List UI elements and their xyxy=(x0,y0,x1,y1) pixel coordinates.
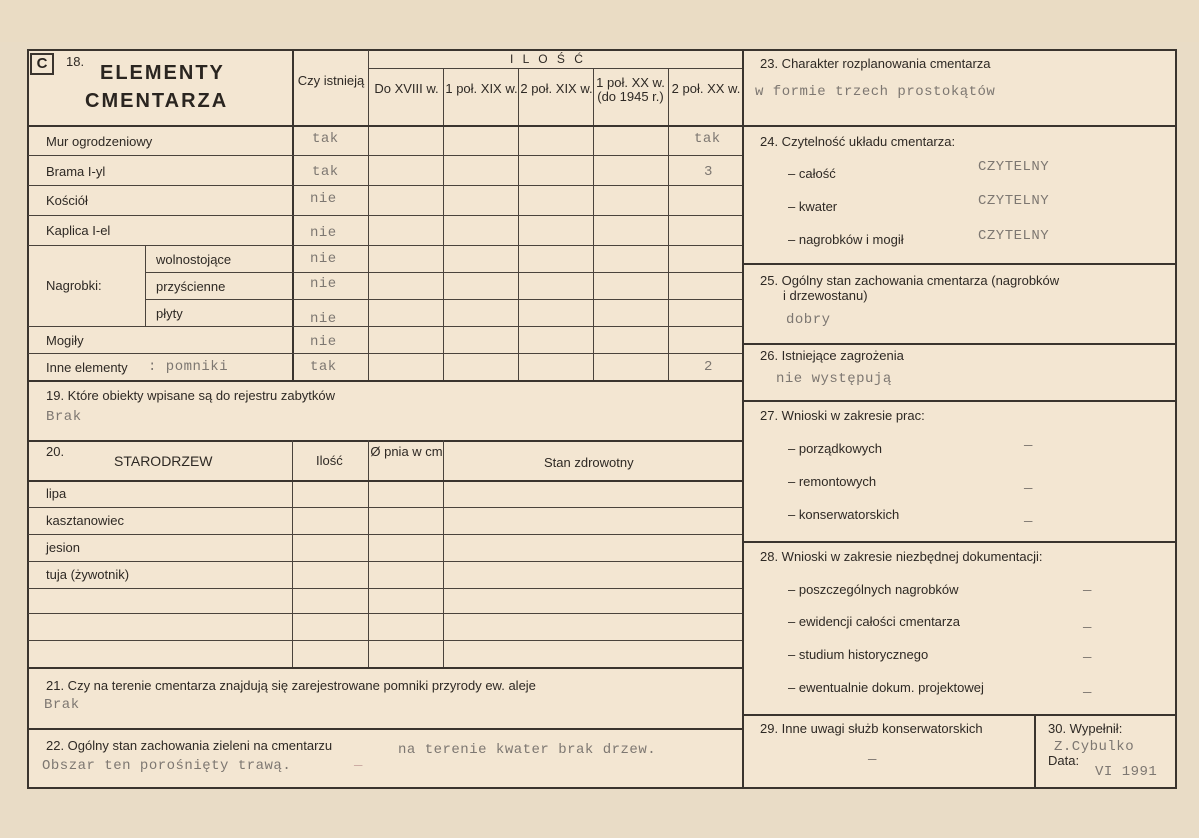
grid-line xyxy=(743,714,1177,716)
nagrobki-exists: nie xyxy=(310,251,337,267)
grid-line xyxy=(145,299,742,300)
s30-date: VI 1991 xyxy=(1095,764,1158,780)
s27-item-value: — xyxy=(1024,438,1033,454)
s28-item-label: – poszczególnych nagrobków xyxy=(788,582,959,597)
grid-line xyxy=(743,125,1177,127)
mogily-label: Mogiły xyxy=(46,333,84,348)
paper-top-edge xyxy=(0,0,1199,42)
s27-item-value: — xyxy=(1024,514,1033,530)
s28-item-value: — xyxy=(1083,620,1092,636)
s27-item-label: – porządkowych xyxy=(788,441,882,456)
inne-label: Inne elementy xyxy=(46,360,128,375)
s27-item-label: – remontowych xyxy=(788,474,877,489)
grid-line xyxy=(28,215,742,216)
tree-label: lipa xyxy=(46,486,67,501)
s20-col-ilosc: Ilość xyxy=(316,453,343,468)
s22-dash: — xyxy=(354,758,363,774)
nagrobki-exists: nie xyxy=(310,276,337,292)
header-period-1: 1 poł. XIX w. xyxy=(445,81,518,96)
element-label: Kościół xyxy=(46,193,88,208)
grid-line xyxy=(28,440,742,442)
grid-line xyxy=(1034,714,1036,789)
grid-line xyxy=(28,728,742,730)
grid-line xyxy=(368,440,369,667)
s22-value1: na terenie kwater brak drzew. xyxy=(398,742,657,758)
grid-line xyxy=(28,326,742,327)
s27-item-label: – konserwatorskich xyxy=(788,507,900,522)
grid-line xyxy=(28,480,742,482)
s28-item-value: — xyxy=(1083,650,1092,666)
tree-label: jesion xyxy=(46,540,80,555)
element-count: tak xyxy=(694,131,721,147)
section-number: 18. xyxy=(66,54,85,69)
column-divider xyxy=(742,50,744,789)
grid-line xyxy=(443,68,444,380)
header-period-4: 2 poł. XX w. xyxy=(671,81,741,96)
nagrobki-sub-label: wolnostojące xyxy=(156,252,232,267)
element-label: Mur ogrodzeniowy xyxy=(46,134,153,149)
s27-label: 27. Wnioski w zakresie prac: xyxy=(760,408,925,423)
s20-col-pien: Ø pnia w cm xyxy=(370,444,443,459)
element-exists: tak xyxy=(312,131,339,147)
grid-line xyxy=(28,155,742,156)
element-label: Kaplica I-el xyxy=(46,223,111,238)
nagrobki-sub-label: przyścienne xyxy=(156,279,226,294)
element-count: 3 xyxy=(704,164,713,180)
header-period-3: 1 poł. XX w. (do 1945 r.) xyxy=(596,75,665,104)
s21-value: Brak xyxy=(44,697,80,713)
grid-line xyxy=(668,68,669,380)
s25-value: dobry xyxy=(786,312,831,328)
s25-label: 25. Ogólny stan zachowania cmentarza (nagrobków xyxy=(760,273,1060,288)
tree-label: kasztanowiec xyxy=(46,513,125,528)
element-label: Brama I-yl xyxy=(46,164,106,179)
header-czy-istnieja: Czy istnieją xyxy=(297,73,365,88)
header-ilosc: I L O Ś Ć xyxy=(510,52,586,66)
grid-line xyxy=(28,353,742,354)
s29-value: — xyxy=(868,752,877,768)
s23-label: 23. Charakter rozplanowania cmentarza xyxy=(760,56,991,71)
s28-label: 28. Wnioski w zakresie niezbędnej dokumentacji: xyxy=(760,549,1043,564)
grid-line xyxy=(28,613,742,614)
grid-line xyxy=(145,272,742,273)
mogily-exists: nie xyxy=(310,334,337,350)
s29-label: 29. Inne uwagi służb konserwatorskich xyxy=(760,721,983,736)
s19-value: Brak xyxy=(46,409,82,425)
s20-number: 20. xyxy=(46,444,65,459)
grid-line xyxy=(28,534,742,535)
grid-line xyxy=(28,640,742,641)
s19-label: 19. Które obiekty wpisane są do rejestru zabytków xyxy=(46,388,336,403)
s20-col-stan: Stan zdrowotny xyxy=(544,455,634,470)
header-period-0: Do XVIII w. xyxy=(374,81,439,96)
section-letter-box: C xyxy=(30,53,54,75)
s30-label: 30. Wypełnił: xyxy=(1048,721,1123,736)
title-line1: ELEMENTY xyxy=(100,62,225,84)
s25-label-cont: i drzewostanu) xyxy=(783,288,868,303)
s24-item-label: – nagrobków i mogił xyxy=(788,232,904,247)
element-exists: nie xyxy=(310,225,337,241)
s28-item-label: – ewidencji całości cmentarza xyxy=(788,614,960,629)
grid-line xyxy=(443,440,444,667)
s22-label: 22. Ogólny stan zachowania zieleni na cmentarzu xyxy=(46,738,333,753)
s20-title: STARODRZEW xyxy=(114,453,213,469)
tree-label: tuja (żywotnik) xyxy=(46,567,130,582)
inne-typed: : pomniki xyxy=(148,359,229,375)
grid-line xyxy=(28,245,742,246)
grid-line xyxy=(28,667,742,669)
s30-date-label: Data: xyxy=(1048,753,1080,768)
s28-item-value: — xyxy=(1083,583,1092,599)
grid-line xyxy=(743,400,1177,402)
grid-line xyxy=(28,185,742,186)
grid-line xyxy=(368,68,742,69)
element-exists: nie xyxy=(310,191,337,207)
s24-item-value: CZYTELNY xyxy=(978,159,1050,175)
s28-item-label: – ewentualnie dokum. projektowej xyxy=(788,680,984,695)
grid-line xyxy=(28,125,742,127)
inne-exists: tak xyxy=(310,359,337,375)
grid-line xyxy=(28,507,742,508)
title-line2: CMENTARZA xyxy=(85,90,229,112)
grid-line xyxy=(743,343,1177,345)
s21-label: 21. Czy na terenie cmentarza znajdują się zarejestrowane pomniki przyrody ew. aleje xyxy=(46,678,536,693)
s30-name: Z.Cybulko xyxy=(1054,739,1135,755)
nagrobki-label: Nagrobki: xyxy=(46,278,102,293)
grid-line xyxy=(28,561,742,562)
s27-item-value: — xyxy=(1024,481,1033,497)
element-exists: tak xyxy=(312,164,339,180)
nagrobki-sub-label: płyty xyxy=(156,306,183,321)
s24-item-value: CZYTELNY xyxy=(978,228,1050,244)
s23-value: w formie trzech prostokątów xyxy=(755,84,996,100)
s28-item-value: — xyxy=(1083,685,1092,701)
s26-label: 26. Istniejące zagrożenia xyxy=(760,348,904,363)
s24-label: 24. Czytelność układu cmentarza: xyxy=(760,134,956,149)
grid-line xyxy=(518,68,519,380)
grid-line xyxy=(593,68,594,380)
grid-line xyxy=(28,380,742,382)
grid-line xyxy=(28,588,742,589)
grid-line xyxy=(743,541,1177,543)
s24-item-label: – całość xyxy=(788,166,836,181)
nagrobki-exists: nie xyxy=(310,311,337,327)
grid-line xyxy=(145,245,146,326)
grid-line xyxy=(292,440,293,667)
s24-item-value: CZYTELNY xyxy=(978,193,1050,209)
grid-line xyxy=(743,263,1177,265)
s24-item-label: – kwater xyxy=(788,199,838,214)
s22-value2: Obszar ten porośnięty trawą. xyxy=(42,758,292,774)
s28-item-label: – studium historycznego xyxy=(788,647,929,662)
s26-value: nie występują xyxy=(776,371,892,387)
inne-count: 2 xyxy=(704,359,713,375)
header-period-2: 2 poł. XIX w. xyxy=(520,81,593,96)
